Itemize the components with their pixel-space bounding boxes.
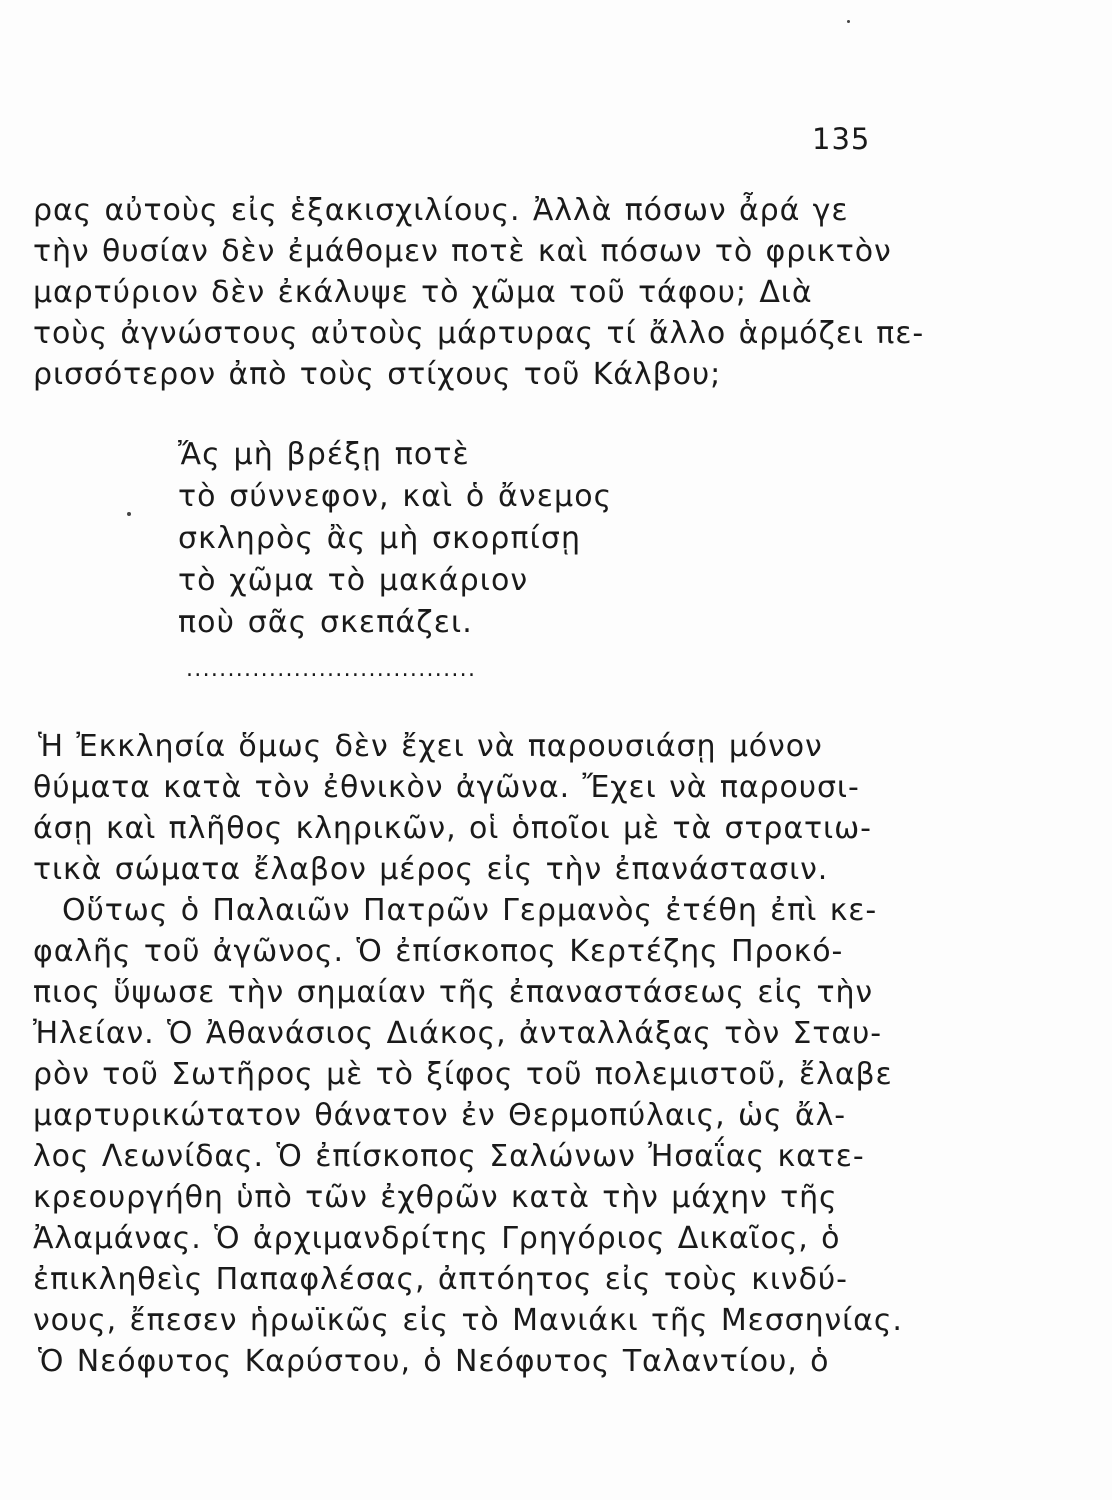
text-line: τικὰ σώματα ἔλαβον μέρος εἰς τὴν ἐπανάστασιν. — [33, 852, 829, 887]
text-line: θύματα κατὰ τὸν ἐθνικὸν ἀγῶνα. Ἔχει νὰ παρουσι- — [33, 770, 860, 805]
text-line: Ἠλείαν. Ὁ Ἀθανάσιος Διάκος, ἀνταλλάξας τὸν Σταυ- — [33, 1016, 883, 1051]
text-line: νους, ἔπεσεν ἡρωϊκῶς εἰς τὸ Μανιάκι τῆς Μεσσηνίας. — [33, 1303, 903, 1338]
verse-line: σκληρὸς ἂς μὴ σκορπίσῃ — [178, 521, 582, 556]
text-line: Ὁ Νεόφυτος Καρύστου, ὁ Νεόφυτος Ταλαντίου, ὁ — [38, 1344, 830, 1379]
verse-line: Ἄς μὴ βρέξῃ ποτὲ — [178, 437, 470, 472]
text-line: τὴν θυσίαν δὲν ἐμάθομεν ποτὲ καὶ πόσων τὸ φρικτὸν — [33, 234, 892, 269]
text-line: Ἡ Ἐκκλησία ὅμως δὲν ἔχει νὰ παρουσιάσῃ μόνον — [38, 729, 823, 764]
text-line: Ἀλαμάνας. Ὁ ἀρχιμανδρίτης Γρηγόριος Δικαῖος, ὁ — [33, 1221, 841, 1256]
scan-speck — [127, 512, 131, 516]
text-line: τοὺς ἀγνώστους αὐτοὺς μάρτυρας τί ἄλλο ἁρμόζει πε- — [33, 316, 925, 351]
text-line: φαλῆς τοῦ ἀγῶνος. Ὁ ἐπίσκοπος Κερτέζης Προκό- — [33, 934, 844, 969]
text-line: λος Λεωνίδας. Ὁ ἐπίσκοπος Σαλώνων Ἠσαΐας κατε- — [33, 1139, 865, 1174]
page-number: 135 — [812, 122, 871, 156]
text-line: ρας αὐτοὺς εἰς ἑξακισχιλίους. Ἀλλὰ πόσων ἆρά γε — [33, 193, 849, 228]
text-line: μαρτυρικώτατον θάνατον ἐν Θερμοπύλαις, ὡς ἄλ- — [33, 1098, 846, 1133]
verse-line: τὸ χῶμα τὸ μακάριον — [178, 563, 529, 598]
text-line: ρὸν τοῦ Σωτῆρος μὲ τὸ ξίφος τοῦ πολεμιστοῦ, ἔλαβε — [33, 1057, 893, 1092]
text-line: κρεουργήθη ὑπὸ τῶν ἐχθρῶν κατὰ τὴν μάχην τῆς — [33, 1180, 838, 1215]
text-line: ἐπικληθεὶς Παπαφλέσας, ἀπτόητος εἰς τοὺς κινδύ- — [33, 1262, 848, 1297]
text-line: άσῃ καὶ πλῆθος κληρικῶν, οἱ ὁποῖοι μὲ τὰ στρατιω- — [33, 811, 872, 846]
verse-ellipsis: ................................... — [186, 657, 477, 682]
text-line: πιος ὕψωσε τὴν σημαίαν τῆς ἐπαναστάσεως εἰς τὴν — [33, 975, 874, 1010]
verse-line: ποὺ σᾶς σκεπάζει. — [178, 605, 473, 640]
text-line: Οὕτως ὁ Παλαιῶν Πατρῶν Γερμανὸς ἐτέθη ἐπὶ κε- — [62, 893, 878, 928]
text-line: μαρτύριον δὲν ἐκάλυψε τὸ χῶμα τοῦ τάφου; Διὰ — [33, 275, 813, 310]
scan-speck — [847, 20, 850, 23]
verse-line: τὸ σύννεφον, καὶ ὁ ἄνεμος — [178, 479, 613, 514]
text-line: ρισσότερον ἀπὸ τοὺς στίχους τοῦ Κάλβου; — [33, 357, 722, 392]
